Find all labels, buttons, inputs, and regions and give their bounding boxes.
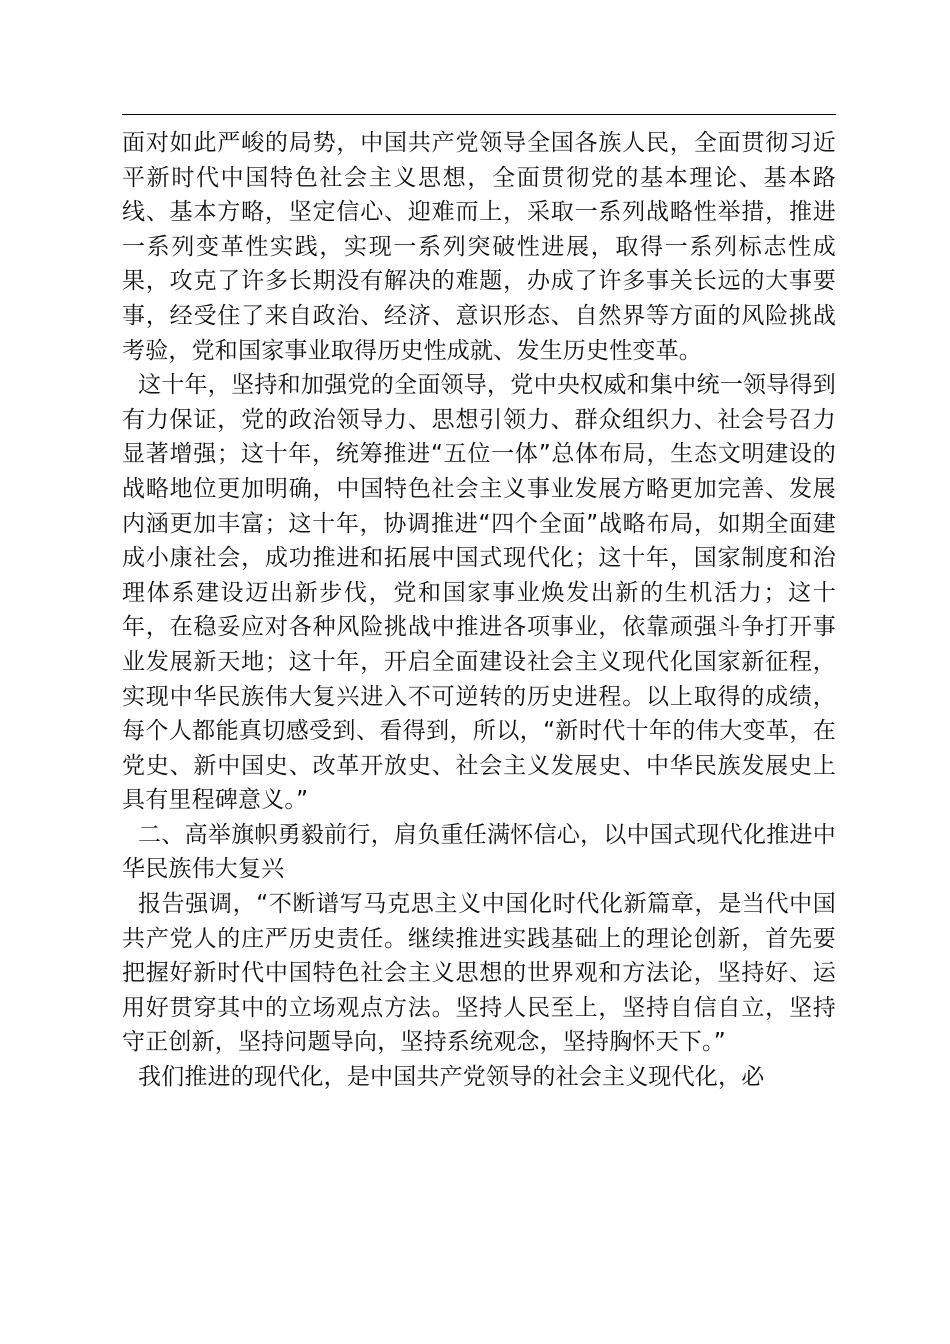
paragraph-continuation: 面对如此严峻的局势，中国共产党领导全国各族人民，全面贯彻习近平新时代中国特色社会主义思想，全面贯彻党的基本理论、基本路线、基本方略，坚定信心、迎难而上，采取一系列战略性举措，推进一系列变革性实践，实现一系列突破性进展，取得一系列标志性成果，攻克了许多长期没有解决的难题，办成了许多事关长远的大事要事，经受住了来自政治、经济、意识形态、自然界等方面的风险挑战考验，党和国家事业取得历史性成就、发生历史性变革。: [122, 130, 836, 364]
paragraph-modernization: 我们推进的现代化，是中国共产党领导的社会主义现代化，必: [138, 1064, 765, 1091]
paragraph-report-emphasis: 报告强调，“不断谱写马克思主义中国化时代化新篇章，是当代中国共产党人的庄严历史责任。继续推进实践基础上的理论创新，首先要把握好新时代中国特色社会主义思想的世界观和方法论，坚持好、运用好贯穿其中的立场观点方法。坚持人民至上，坚持自信自立，坚持守正创新，坚持问题导向，坚持系统观念，坚持胸怀天下。”: [122, 891, 836, 1056]
section-heading: 二、高举旗帜勇毅前行，肩负重任满怀信心，以中国式现代化推进中华民族伟大复兴: [122, 821, 836, 883]
header-rule: [122, 114, 836, 115]
paragraph-decade-achievements: 这十年，坚持和加强党的全面领导，党中央权威和集中统一领导得到有力保证，党的政治领导力、思想引领力、群众组织力、社会号召力显著增强；这十年，统筹推进“五位一体”总体布局，生态文明建设的战略地位更加明确，中国特色社会主义事业发展方略更加完善、发展内涵更加丰富；这十年，协调推进“四个全面”战略布局，如期全面建成小康社会，成功推进和拓展中国式现代化；这十年，国家制度和治理体系建设迈出新步伐，党和国家事业焕发出新的生机活力；这十年，在稳妥应对各种风险挑战中推进各项事业，依靠顽强斗争打开事业发展新天地；这十年，开启全面建设社会主义现代化国家新征程，实现中华民族伟大复兴进入不可逆转的历史进程。以上取得的成绩，每个人都能真切感受到、看得到，所以，“新时代十年的伟大变革，在党史、新中国史、改革开放史、社会主义发展史、中华民族发展史上具有里程碑意义。”: [122, 372, 836, 814]
document-body: [122, 126, 836, 1095]
